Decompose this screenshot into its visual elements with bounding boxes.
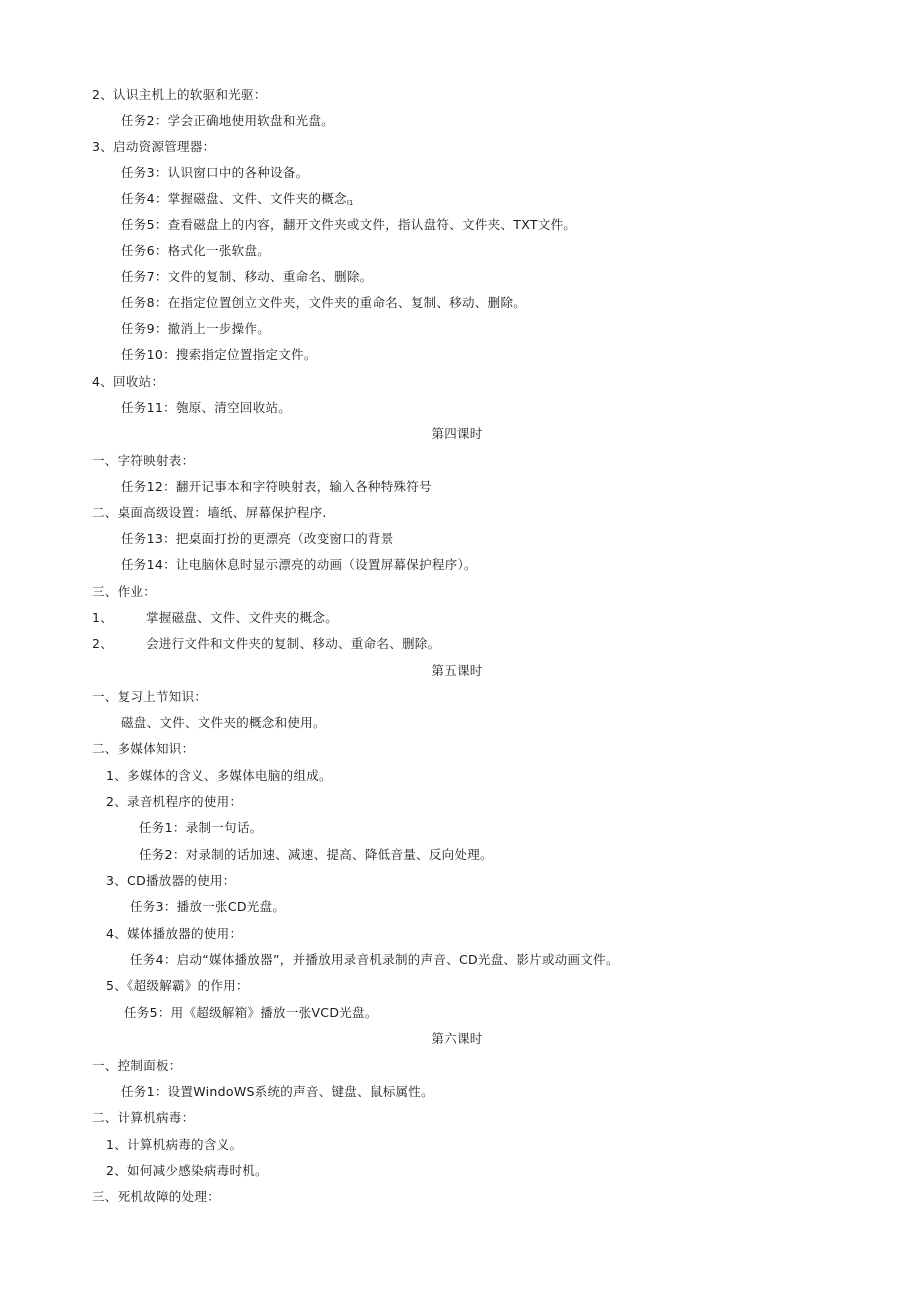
subscript-mark: I1 bbox=[346, 199, 354, 207]
homework-item bbox=[92, 610, 338, 626]
list-item: 5、《超级解霸》的作用： bbox=[106, 978, 249, 993]
section-heading bbox=[0, 663, 920, 679]
list-item: 4、媒体播放器的使用： bbox=[106, 926, 243, 941]
task-item: 任务1：设置WindoWS系统的声音、键盘、鼠标属性。 bbox=[121, 1084, 434, 1099]
task-item: 任务2：学会正确地使用软盘和光盘。 bbox=[121, 113, 335, 128]
list-item: 三、死机故障的处理： bbox=[92, 1189, 221, 1204]
task-item: 任务3：播放一张CD光盘。 bbox=[130, 899, 286, 914]
task-item: 任务8：在指定位置创立文件夹，文件夹的重命名、复制、移动、删除。 bbox=[121, 295, 527, 310]
list-item: 二、桌面高级设置：墙纸、屏幕保护程序. bbox=[92, 505, 327, 520]
section-heading-text: 第五课时 bbox=[431, 663, 483, 678]
list-item: 3、启动资源管理器： bbox=[92, 139, 216, 154]
homework-text: 会进行文件和文件夹的复制、移动、重命名、删除。 bbox=[146, 636, 441, 651]
list-item: 2、录音机程序的使用： bbox=[106, 794, 243, 809]
list-item: 1、多媒体的含义、多媒体电脑的组成。 bbox=[106, 768, 332, 783]
task-item: 任务14：让电脑休息时显示漂亮的动画（设置屏幕保护程序）。 bbox=[121, 557, 477, 572]
task-item: 任务5：查看磁盘上的内容，翻开文件夹或文件，指认盘符、文件夹、TXT文件。 bbox=[121, 217, 577, 232]
list-item: 二、计算机病毒： bbox=[92, 1110, 195, 1125]
task-item: 任务11：匏原、清空回收站。 bbox=[121, 400, 292, 415]
task-item: 任务2：对录制的话加速、减速、提高、降低音量、反向处理。 bbox=[139, 847, 493, 862]
list-item: 一、字符映射表： bbox=[92, 453, 195, 468]
section-heading-text: 第四课时 bbox=[431, 426, 483, 441]
task-item: 任务3：认识窗口中的各种设备。 bbox=[121, 165, 309, 180]
list-item: 2、如何减少感染病毒时机。 bbox=[106, 1163, 268, 1178]
task-item: 任务5：用《超级解箱》播放一张VCD光盘。 bbox=[124, 1005, 378, 1020]
task-item: 任务12：翻开记事本和字符映射表，输入各种特殊符号 bbox=[121, 479, 432, 494]
section-heading bbox=[0, 1031, 920, 1047]
homework-number: 2、 bbox=[92, 636, 114, 651]
task-item: 任务7：文件的复制、移动、重命名、删除。 bbox=[121, 269, 373, 284]
task-item: 任务6：格式化一张软盘。 bbox=[121, 243, 271, 258]
list-item: 三、作业： bbox=[92, 584, 157, 599]
task-text: 任务4：掌握磁盘、文件、文件夹的概念 bbox=[121, 191, 347, 206]
list-item: 一、复习上节知识： bbox=[92, 689, 208, 704]
homework-item bbox=[92, 636, 440, 652]
task-item: 任务4：启动“媒体播放器”，并播放用录音机录制的声音、CD光盘、影片或动画文件。 bbox=[130, 952, 619, 967]
list-item: 一、控制面板： bbox=[92, 1058, 182, 1073]
homework-number: 1、 bbox=[92, 610, 114, 625]
list-item: 2、认识主机上的软驱和光驱： bbox=[92, 87, 267, 102]
list-item: 1、计算机病毒的含义。 bbox=[106, 1137, 243, 1152]
list-item: 二、多媒体知识： bbox=[92, 741, 195, 756]
task-item: 任务10：搜索指定位置指定文件。 bbox=[121, 347, 317, 362]
task-item bbox=[121, 191, 353, 211]
task-item: 磁盘、文件、文件夹的概念和使用。 bbox=[121, 715, 326, 730]
task-item: 任务13：把桌面打扮的更漂亮（改变窗口的背景 bbox=[121, 531, 394, 546]
list-item: 3、CD播放器的使用： bbox=[106, 873, 236, 888]
section-heading bbox=[0, 426, 920, 442]
task-item: 任务1：录制一句话。 bbox=[139, 820, 263, 835]
task-item: 任务9：撤消上一步操作。 bbox=[121, 321, 271, 336]
list-item: 4、回收站： bbox=[92, 374, 165, 389]
section-heading-text: 第六课时 bbox=[431, 1031, 483, 1046]
homework-text: 掌握磁盘、文件、文件夹的概念。 bbox=[146, 610, 339, 625]
